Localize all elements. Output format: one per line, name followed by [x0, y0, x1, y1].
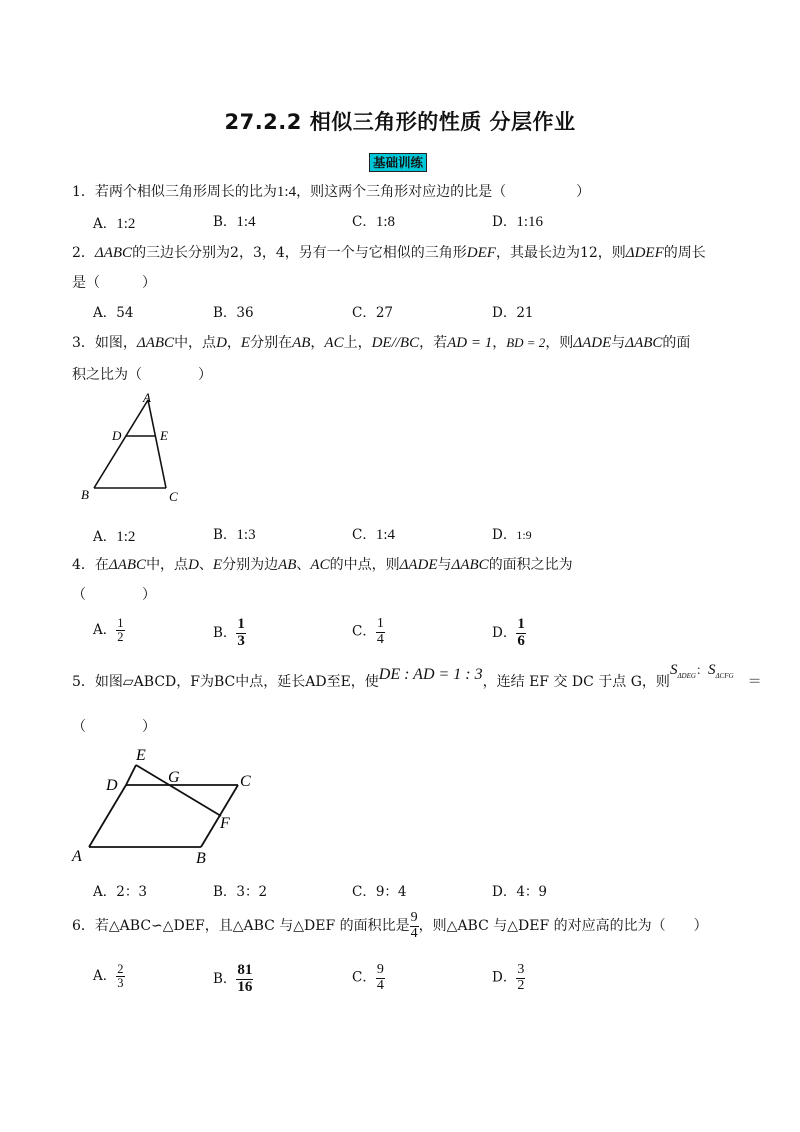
q2-option-b[interactable] [213, 304, 254, 322]
q2-option-a[interactable] [93, 304, 133, 322]
question-text: 与 [437, 557, 452, 573]
q1-option-b[interactable] [213, 213, 256, 231]
question-5 [72, 662, 762, 697]
option-value: 9：4 [375, 884, 407, 900]
option-value: 21 [516, 305, 534, 321]
fraction-denominator: 6 [517, 632, 525, 649]
option-value: 1:9 [516, 528, 532, 542]
option-value: 3：2 [236, 884, 268, 900]
question-text: 的中点，则 [329, 557, 400, 573]
section-tag: 基础训练 [369, 153, 427, 172]
q1-option-d[interactable] [492, 213, 543, 231]
math-point: E [240, 335, 251, 351]
fraction-numerator: 1 [376, 616, 384, 631]
math-point: D [216, 335, 227, 351]
option-value: 54 [116, 305, 134, 321]
question-text: 5．如图▱ABCD，F为BC中点，延长AD至E，使 [72, 674, 379, 690]
fraction-numerator: 1 [237, 616, 245, 632]
option-value: 27 [375, 305, 394, 321]
option-value: 1:2 [116, 216, 136, 232]
question-3-line-2: 积之比为（ ） [72, 367, 212, 383]
question-4 [72, 556, 573, 574]
option-value: 1:4 [236, 214, 256, 230]
question-text: 与 [611, 335, 626, 351]
math-triangle: DEF [466, 245, 496, 261]
fraction-numerator: 2 [117, 962, 124, 976]
fraction-numerator: 9 [376, 962, 384, 977]
fraction-numerator: 9 [410, 910, 418, 925]
label-e: E [160, 428, 168, 443]
q5-option-a[interactable] [93, 883, 147, 901]
math-colon: ： [695, 663, 708, 677]
question-number: 2． [72, 245, 95, 261]
option-letter: B． [213, 305, 237, 321]
question-2 [72, 244, 706, 262]
q3-option-b[interactable] [213, 526, 256, 544]
option-value: 1:3 [236, 527, 256, 543]
q6-option-d[interactable] [492, 963, 525, 993]
option-letter: B． [213, 624, 237, 641]
fraction-denominator: 16 [237, 978, 253, 995]
q1-option-a[interactable] [93, 215, 135, 233]
question-text: 分别为边 [222, 557, 279, 573]
q3-option-c[interactable] [352, 526, 395, 544]
math-segment: AB [292, 335, 311, 351]
segment-ac [148, 400, 166, 488]
option-value: 4：9 [516, 884, 548, 900]
math-point: E [212, 557, 223, 573]
question-text: 的面积之比为 [488, 557, 573, 573]
label-c: C [240, 773, 251, 790]
option-letter: A． [93, 884, 117, 900]
option-letter: D． [492, 624, 517, 641]
math-equation: BD = 2 [506, 335, 546, 350]
fraction [236, 617, 246, 650]
question-2-line-2: 是（ ） [72, 275, 156, 291]
fraction [376, 617, 385, 647]
question-text: ， [226, 335, 241, 351]
question-4-line-2: （ ） [72, 587, 156, 603]
math-triangle: ΔABC [625, 335, 663, 351]
parallelogram-figure [68, 742, 268, 867]
question-text: ， [310, 335, 325, 351]
option-letter: D． [492, 214, 517, 230]
segment-ad [89, 785, 126, 847]
math-triangle: ΔABC [136, 335, 175, 351]
label-c: C [169, 489, 178, 504]
fraction [410, 911, 419, 941]
triangle-figure [72, 388, 192, 508]
q4-option-d[interactable] [492, 617, 526, 650]
label-a: A [72, 848, 82, 865]
math-triangle: ΔABC [108, 557, 147, 573]
label-b: B [81, 487, 89, 502]
option-letter: A． [93, 622, 117, 639]
q6-option-c[interactable] [352, 963, 385, 993]
fraction-numerator: 81 [237, 962, 253, 978]
segment-ab [94, 400, 148, 488]
option-letter: D． [492, 527, 517, 543]
question-text: ，则△ABC 与△DEF 的对应高的比为（ ） [418, 918, 708, 935]
q4-option-a[interactable] [93, 617, 125, 644]
label-b: B [196, 850, 206, 867]
math-ratio: DE : AD = 1 : 3 [378, 666, 483, 683]
option-letter: D． [492, 884, 517, 900]
option-value: 1:2 [116, 529, 136, 545]
question-text: 4．在 [72, 557, 109, 573]
math-subscript: ΔDEG [677, 671, 696, 680]
q1-option-c[interactable] [352, 213, 395, 231]
question-6 [72, 911, 708, 941]
question-text: ，连结 EF 交 DC 于点 G，则 [482, 674, 670, 690]
fraction-numerator: 1 [117, 616, 124, 630]
option-value: 1:16 [516, 214, 543, 230]
option-letter: C． [352, 305, 376, 321]
label-d: D [106, 777, 118, 794]
label-d: D [112, 428, 122, 443]
question-text: ，若 [419, 335, 448, 351]
label-a: A [143, 390, 151, 405]
option-letter: D． [492, 305, 517, 321]
option-value: 1:8 [375, 214, 396, 230]
fraction [116, 963, 124, 990]
option-letter: C． [352, 214, 376, 230]
question-text: 的周长 [663, 245, 706, 261]
q2-option-d[interactable] [492, 304, 534, 322]
label-e: E [136, 747, 146, 764]
q3-option-d[interactable] [492, 526, 532, 544]
math-triangle: ΔADE [573, 335, 612, 351]
math-triangle: ΔADE [399, 557, 438, 573]
q4-option-b[interactable] [213, 617, 246, 650]
option-letter: A． [93, 216, 117, 232]
label-g: G [168, 769, 180, 786]
option-letter: A． [93, 968, 117, 985]
math-area-symbol: S [707, 662, 716, 678]
q6-option-b[interactable] [213, 963, 253, 996]
question-text: 分别在 [250, 335, 293, 351]
option-value: 1:4 [375, 527, 396, 543]
fraction-denominator: 2 [517, 977, 525, 993]
q5-option-c[interactable] [352, 883, 407, 901]
fraction [516, 617, 526, 650]
fraction [236, 963, 253, 996]
math-triangle: ΔDEF [625, 245, 664, 261]
option-letter: B． [213, 884, 237, 900]
option-value: 2：3 [116, 884, 147, 900]
math-segment: AC [310, 557, 330, 573]
q4-option-c[interactable] [352, 617, 385, 647]
segment-de [126, 765, 136, 785]
fraction-denominator: 3 [117, 976, 124, 991]
math-triangle: ΔABC [94, 245, 133, 261]
question-text: 、 [198, 557, 213, 573]
option-letter: C． [352, 623, 376, 640]
question-text: ， [492, 335, 507, 351]
math-equals: ＝ [747, 674, 762, 690]
fraction-numerator: 1 [517, 616, 525, 632]
option-letter: B． [213, 214, 237, 230]
question-1-stem: 1．若两个相似三角形周长的比为 [72, 184, 277, 200]
question-1-stem-end: ，则这两个三角形对应边的比是（ ） [296, 184, 591, 200]
question-text: ，则 [545, 335, 574, 351]
question-text: 的三边长分别为2，3，4，另有一个与它相似的三角形 [132, 245, 467, 261]
question-text: ，其最长边为12，则 [495, 245, 626, 261]
math-subscript: ΔCFG [715, 671, 734, 680]
option-letter: B． [213, 527, 237, 543]
math-segment: AC [324, 335, 344, 351]
label-f: F [220, 815, 230, 832]
option-letter: C． [352, 969, 376, 986]
fraction-denominator: 3 [237, 632, 245, 649]
question-text: 的面 [662, 335, 691, 351]
option-letter: A． [93, 529, 117, 545]
question-text: 、 [296, 557, 311, 573]
math-segment: AB [278, 557, 297, 573]
option-letter: C． [352, 884, 376, 900]
question-text: 3．如图， [72, 335, 137, 351]
question-3 [72, 334, 690, 352]
question-1-ratio: 1:4 [276, 184, 297, 200]
question-text: 中，点 [146, 557, 189, 573]
fraction-denominator: 2 [117, 630, 124, 645]
q2-option-c[interactable] [352, 304, 393, 322]
math-equation: AD = 1 [447, 335, 493, 351]
math-triangle: ΔABC [451, 557, 489, 573]
q6-option-a[interactable] [93, 963, 125, 990]
option-letter: A． [93, 305, 117, 321]
fraction [376, 963, 385, 993]
math-parallel: DE//BC [371, 335, 420, 351]
question-text: 中，点 [174, 335, 217, 351]
math-area-symbol: S [669, 662, 678, 678]
fraction-denominator: 4 [376, 631, 384, 647]
option-letter: B． [213, 970, 237, 987]
fraction-denominator: 4 [410, 925, 418, 941]
question-text: 上， [343, 335, 372, 351]
math-point: D [188, 557, 199, 573]
option-letter: C． [352, 527, 376, 543]
question-5-line-2: （ ） [72, 719, 156, 735]
fraction [516, 963, 525, 993]
fraction-denominator: 4 [376, 977, 384, 993]
q3-option-a[interactable] [93, 528, 135, 546]
q5-option-b[interactable] [213, 883, 267, 901]
option-letter: D． [492, 969, 517, 986]
fraction [116, 617, 124, 644]
option-value: 36 [236, 305, 254, 321]
fraction-numerator: 3 [517, 962, 525, 977]
question-text: 6．若△ABC∽△DEF，且△ABC 与△DEF 的面积比是 [72, 918, 410, 935]
page-title: 27.2.2 相似三角形的性质 分层作业 [224, 110, 576, 134]
q5-option-d[interactable] [492, 883, 547, 901]
question-1 [72, 183, 590, 201]
